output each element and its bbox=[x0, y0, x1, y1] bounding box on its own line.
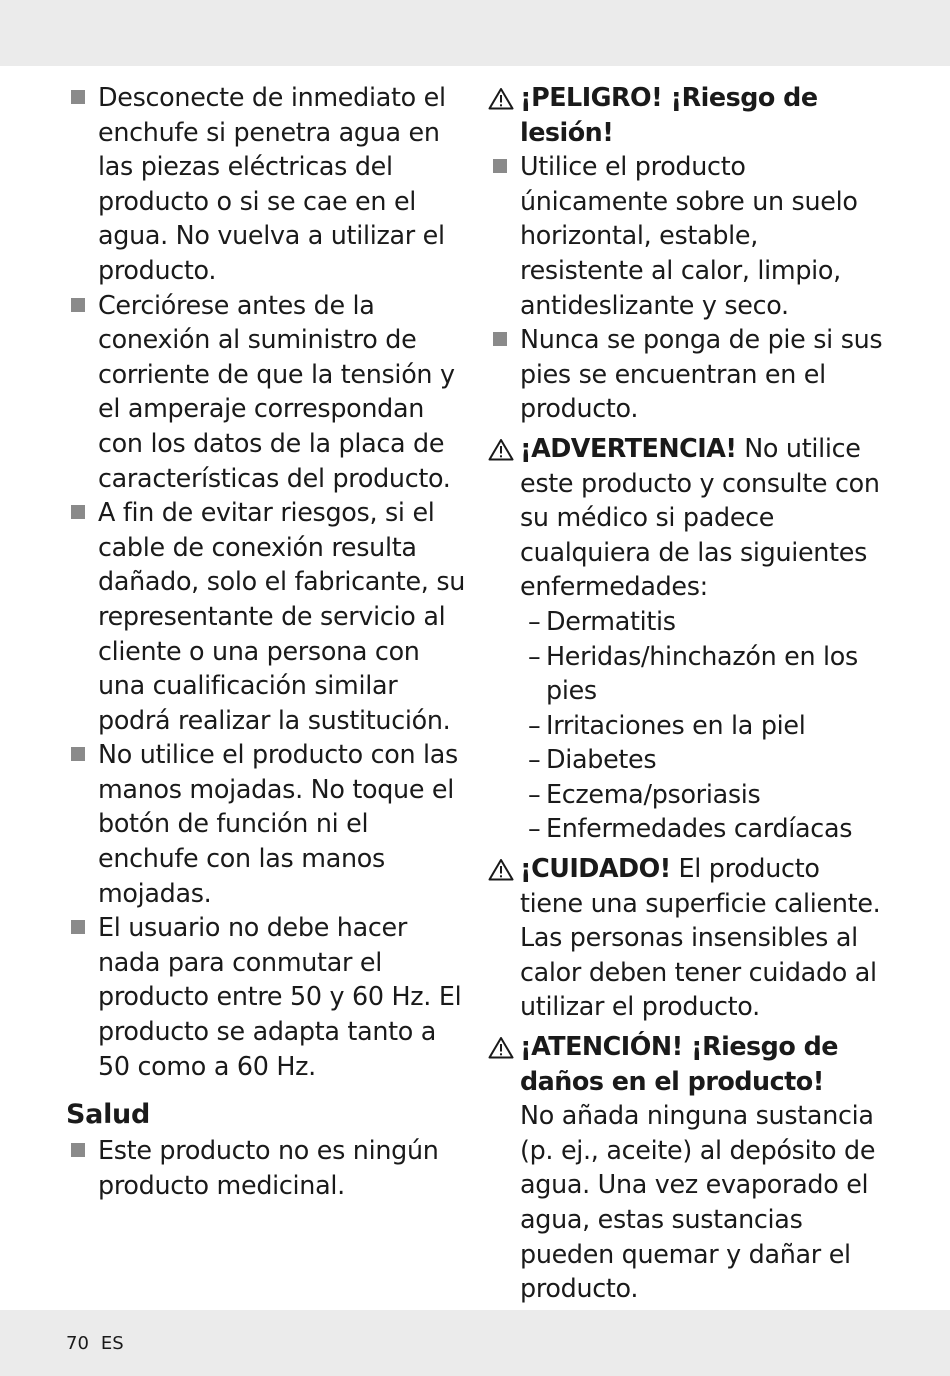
bullet-item bbox=[66, 1133, 466, 1202]
list-item: – Eczema/psoriasis bbox=[528, 778, 761, 809]
left-column bbox=[66, 80, 466, 1202]
condition-text: Heridas/hinchazón en los pies bbox=[546, 640, 858, 706]
list-item: – Irritaciones en la piel bbox=[528, 709, 806, 740]
bullet-text: No utilice el producto con las manos mojadas. No toque el botón de función ni el enchufe con las manos mojadas. bbox=[98, 739, 458, 908]
list-item: – Diabetes bbox=[528, 744, 657, 775]
bullet-item bbox=[66, 80, 466, 288]
bullet-item bbox=[66, 288, 466, 496]
page-footer bbox=[66, 1333, 136, 1354]
bullet-item bbox=[488, 149, 888, 322]
list-item: – Heridas/hinchazón en los pies bbox=[528, 640, 858, 706]
warning-atencion bbox=[488, 1029, 888, 1306]
square-bullet-icon bbox=[493, 159, 507, 173]
warning-text: El producto tiene una superficie caliente. Las personas insensibles al calor deben tener cuidado al utilizar el producto. bbox=[520, 853, 881, 1022]
bullet-text: Este producto no es ningún producto medicinal. bbox=[98, 1135, 439, 1200]
warning-title: ¡ATENCIÓN! ¡Riesgo de daños en el producto! bbox=[520, 1031, 839, 1096]
condition-text: Eczema/psoriasis bbox=[546, 778, 761, 809]
square-bullet-icon bbox=[71, 90, 85, 104]
bullet-text: A fin de evitar riesgos, si el cable de conexión resulta dañado, solo el fabricante, su representante de servicio al cliente o una persona con una cualificación similar podrá realizar la sustitución. bbox=[98, 497, 466, 735]
bullet-item bbox=[66, 910, 466, 1083]
square-bullet-icon bbox=[71, 1143, 85, 1157]
square-bullet-icon bbox=[71, 747, 85, 761]
warning-advertencia bbox=[488, 431, 888, 846]
square-bullet-icon bbox=[71, 298, 85, 312]
bullet-text: Utilice el producto únicamente sobre un suelo horizontal, estable, resistente al calor, limpio, antideslizante y seco. bbox=[520, 151, 858, 320]
bullet-text: Desconecte de inmediato el enchufe si penetra agua en las piezas eléctricas del producto o si se cae en el agua. No vuelva a utilizar el producto. bbox=[98, 82, 446, 285]
warning-triangle-icon bbox=[488, 858, 514, 881]
bullet-text: El usuario no debe hacer nada para conmutar el producto entre 50 y 60 Hz. El producto se adapta tanto a 50 como a 60 Hz. bbox=[98, 912, 462, 1081]
square-bullet-icon bbox=[493, 332, 507, 346]
top-band bbox=[0, 0, 950, 66]
bullet-item bbox=[66, 737, 466, 910]
warning-text: No añada ninguna sustancia (p. ej., aceite) al depósito de agua. Una vez evaporado el agua, estas sustancias pueden quemar y dañar el producto. bbox=[520, 1100, 876, 1304]
warning-cuidado bbox=[488, 851, 888, 1024]
warning-title: ¡PELIGRO! ¡Riesgo de lesión! bbox=[520, 82, 818, 147]
bottom-band bbox=[0, 1310, 950, 1376]
condition-text: Irritaciones en la piel bbox=[546, 709, 806, 740]
warning-title: ¡ADVERTENCIA! bbox=[520, 432, 737, 463]
list-item: – Enfermedades cardíacas bbox=[528, 813, 853, 844]
section-heading-salud: Salud bbox=[66, 1099, 150, 1131]
bullet-item bbox=[66, 495, 466, 737]
condition-text: Dermatitis bbox=[546, 605, 676, 636]
bullet-text: Nunca se ponga de pie si sus pies se encuentran en el producto. bbox=[520, 324, 883, 424]
warning-triangle-icon bbox=[488, 87, 514, 110]
warning-text: No utilice este producto y consulte con su médico si padece cualquiera de las siguientes enfermedades: bbox=[520, 432, 880, 602]
condition-text: Diabetes bbox=[546, 744, 657, 775]
warning-title: ¡CUIDADO! bbox=[520, 853, 671, 884]
language-code: ES bbox=[100, 1333, 124, 1354]
warning-triangle-icon bbox=[488, 1036, 514, 1059]
square-bullet-icon bbox=[71, 920, 85, 934]
condition-text: Enfermedades cardíacas bbox=[546, 813, 853, 844]
bullet-item bbox=[488, 322, 888, 426]
list-item: – Dermatitis bbox=[528, 605, 676, 636]
square-bullet-icon bbox=[71, 505, 85, 519]
page-number: 70 bbox=[66, 1333, 89, 1354]
bullet-text: Cerciórese antes de la conexión al suministro de corriente de que la tensión y el amperaje correspondan con los datos de la placa de características del producto. bbox=[98, 289, 455, 493]
right-column bbox=[488, 80, 888, 1306]
warning-peligro bbox=[488, 80, 888, 149]
warning-triangle-icon bbox=[488, 438, 514, 461]
